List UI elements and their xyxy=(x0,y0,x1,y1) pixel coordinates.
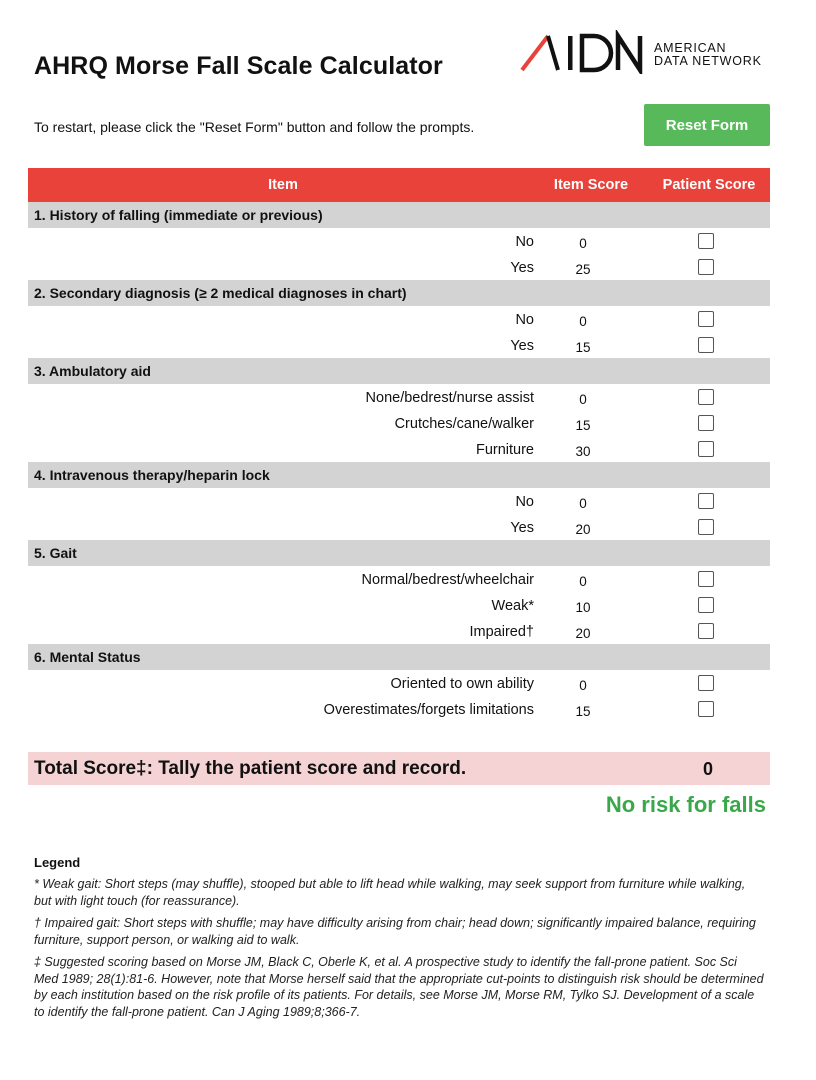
patient-score-checkbox[interactable] xyxy=(698,519,714,535)
option-row xyxy=(28,670,770,696)
option-row xyxy=(28,384,770,410)
option-row xyxy=(28,696,770,722)
adn-logo xyxy=(518,30,778,74)
option-row xyxy=(28,618,770,644)
option-label: Yes xyxy=(510,520,534,536)
column-header-item: Item xyxy=(268,177,298,193)
option-item-score: 0 xyxy=(579,236,587,251)
option-label: No xyxy=(515,312,534,328)
option-row xyxy=(28,228,770,254)
option-label: Yes xyxy=(510,338,534,354)
patient-score-checkbox[interactable] xyxy=(698,441,714,457)
option-item-score: 25 xyxy=(575,262,591,277)
option-item-score: 10 xyxy=(575,600,591,615)
section-header: 2. Secondary diagnosis (≥ 2 medical diagnoses in chart) xyxy=(28,280,770,306)
legend xyxy=(34,855,764,1026)
option-item-score: 15 xyxy=(575,340,591,355)
option-item-score: 0 xyxy=(579,678,587,693)
option-row xyxy=(28,592,770,618)
option-item-score: 20 xyxy=(575,626,591,641)
patient-score-checkbox[interactable] xyxy=(698,675,714,691)
option-item-score: 0 xyxy=(579,496,587,511)
option-row xyxy=(28,436,770,462)
option-label: Yes xyxy=(510,260,534,276)
table-body xyxy=(28,202,770,722)
patient-score-checkbox[interactable] xyxy=(698,337,714,353)
legend-note-impaired-gait: † Impaired gait: Short steps with shuffle; may have difficulty arising from chair; head down; significantly impaired balance, requiring furniture, support person, or walking aid to walk. xyxy=(34,916,756,947)
logo-text: AMERICAN DATA NETWORK xyxy=(654,41,762,68)
option-label: No xyxy=(515,494,534,510)
total-score-bar xyxy=(28,752,770,785)
page-title: AHRQ Morse Fall Scale Calculator xyxy=(34,52,443,80)
instructions-text: To restart, please click the "Reset Form" button and follow the prompts. xyxy=(34,119,475,135)
option-item-score: 30 xyxy=(575,444,591,459)
risk-level-text: No risk for falls xyxy=(605,792,766,817)
reset-form-button[interactable]: Reset Form xyxy=(644,104,770,146)
option-row xyxy=(28,254,770,280)
total-score-value: 0 xyxy=(702,759,713,779)
patient-score-checkbox[interactable] xyxy=(698,623,714,639)
option-row xyxy=(28,488,770,514)
section-header: 1. History of falling (immediate or previous) xyxy=(28,202,770,228)
option-label: No xyxy=(515,234,534,250)
option-item-score: 15 xyxy=(575,418,591,433)
option-label: Crutches/cane/walker xyxy=(394,416,534,432)
patient-score-checkbox[interactable] xyxy=(698,311,714,327)
patient-score-checkbox[interactable] xyxy=(698,259,714,275)
option-item-score: 15 xyxy=(575,704,591,719)
patient-score-checkbox[interactable] xyxy=(698,597,714,613)
option-item-score: 0 xyxy=(579,392,587,407)
adn-logo-mark-icon xyxy=(518,30,646,74)
option-label: Impaired† xyxy=(469,624,534,640)
patient-score-checkbox[interactable] xyxy=(698,571,714,587)
legend-note-scoring: ‡ Suggested scoring based on Morse JM, Black C, Oberle K, et al. A prospective study to identify the fall-prone patient. Soc Sci Med 1989; 28(1):81-6. However, note that Morse herself said that the appropriate cut-points to distinguish risk should be determined by each institution based on the risk profile of its patients. For details, see Morse JM, Morse RM, Tylko SJ. Development of a scale to identify the fall-prone patient. Can J Aging 1989;8;366-7. xyxy=(34,955,764,1019)
option-item-score: 20 xyxy=(575,522,591,537)
patient-score-checkbox[interactable] xyxy=(698,701,714,717)
morse-scale-table xyxy=(28,168,770,722)
column-header-item-score: Item Score xyxy=(553,177,629,193)
section-header: 5. Gait xyxy=(28,540,770,566)
option-label: Overestimates/forgets limitations xyxy=(323,702,534,718)
option-row xyxy=(28,566,770,592)
option-label: None/bedrest/nurse assist xyxy=(365,390,534,406)
table-header xyxy=(28,168,770,202)
total-score-label: Total Score‡: Tally the patient score and record. xyxy=(34,758,467,779)
option-row xyxy=(28,514,770,540)
section-header: 4. Intravenous therapy/heparin lock xyxy=(28,462,770,488)
option-label: Furniture xyxy=(475,442,534,458)
option-item-score: 0 xyxy=(579,314,587,329)
option-label: Normal/bedrest/wheelchair xyxy=(361,572,534,588)
section-header: 6. Mental Status xyxy=(28,644,770,670)
legend-note-weak-gait: * Weak gait: Short steps (may shuffle), stooped but able to lift head while walking, may seek support from furniture while walking, but with light touch (for reassurance). xyxy=(34,877,746,908)
option-row xyxy=(28,306,770,332)
option-row xyxy=(28,410,770,436)
patient-score-checkbox[interactable] xyxy=(698,415,714,431)
option-label: Oriented to own ability xyxy=(390,676,534,692)
section-header: 3. Ambulatory aid xyxy=(28,358,770,384)
option-label: Weak* xyxy=(491,598,534,614)
patient-score-checkbox[interactable] xyxy=(698,493,714,509)
patient-score-checkbox[interactable] xyxy=(698,389,714,405)
option-item-score: 0 xyxy=(579,574,587,589)
option-row xyxy=(28,332,770,358)
patient-score-checkbox[interactable] xyxy=(698,233,714,249)
legend-title: Legend xyxy=(34,855,81,870)
column-header-patient-score: Patient Score xyxy=(662,177,756,193)
